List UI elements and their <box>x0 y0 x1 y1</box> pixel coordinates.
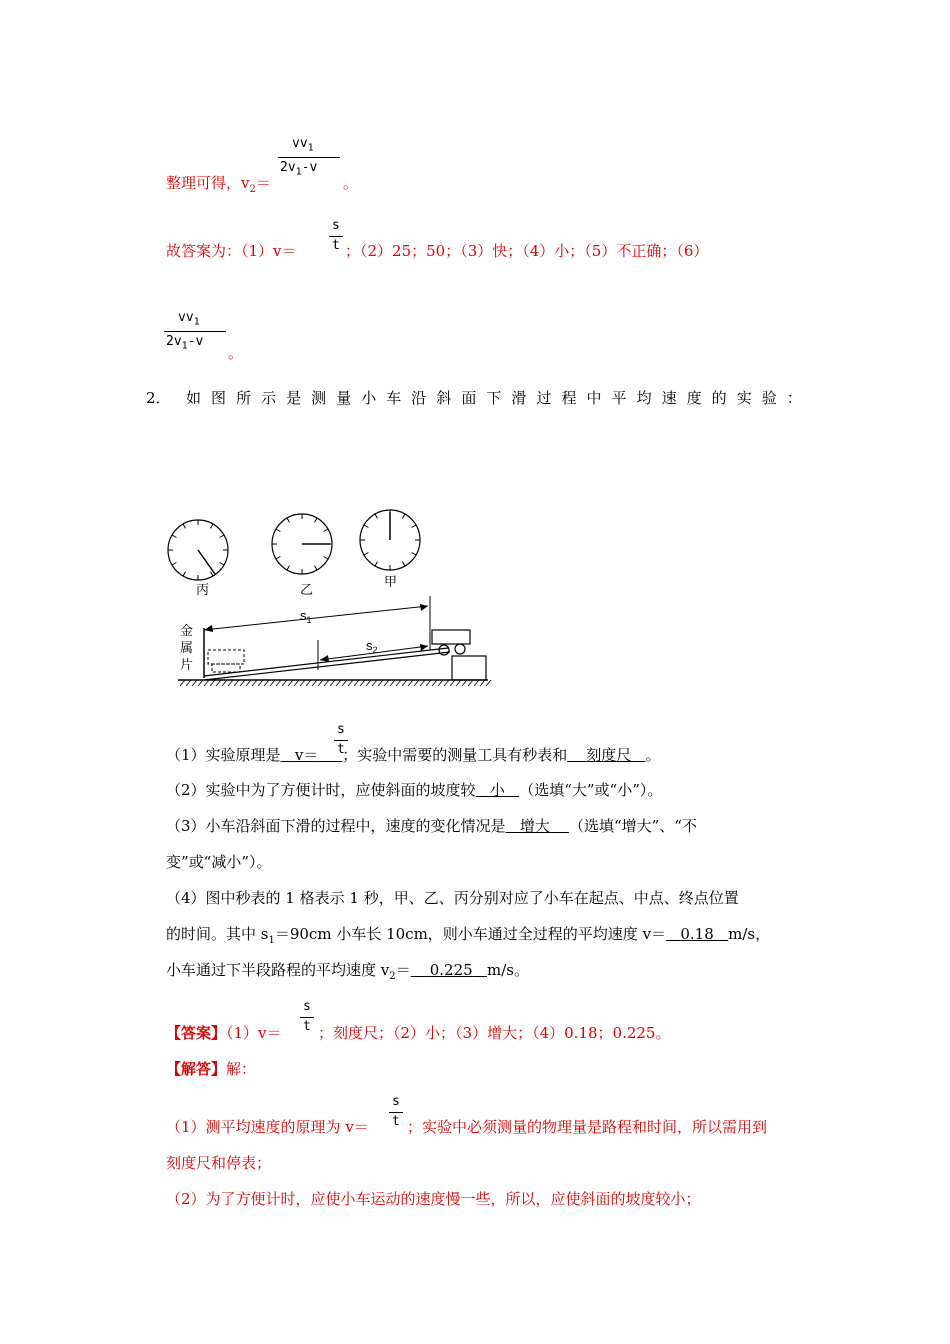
explain-1-rest: ；实验中必须测量的物理量是路程和时间，所以需用到 <box>407 1118 768 1136</box>
solution-heading: 【解答】解： <box>166 1060 257 1078</box>
question-2-char: 速 <box>661 389 677 407</box>
question-2-char: 的 <box>711 389 727 407</box>
question-2-char: 沿 <box>411 389 427 407</box>
fraction-vv1: $vv_1$ $2v_1-v$ <box>278 136 342 188</box>
cart <box>432 630 470 655</box>
fraction-s-t-1: s t <box>329 218 349 258</box>
line-frac-end: 。 <box>228 344 244 362</box>
subq-3-cont: 变”或“减小”）。 <box>166 853 272 871</box>
question-2-char: 示 <box>261 389 277 407</box>
question-2-char: 度 <box>686 389 702 407</box>
label-s2: $s_2$ <box>366 638 378 655</box>
incline-figure <box>160 500 500 700</box>
subq-3: （3）小车沿斜面下滑的过程中，速度的变化情况是 增大 （选填“增大”、“不 <box>166 817 697 835</box>
support-block <box>452 656 486 680</box>
label-jia: 甲 <box>384 574 398 589</box>
explain-1-cont: 刻度尺和停表； <box>166 1154 272 1172</box>
explain-1: （1）测平均速度的原理为 v＝ <box>166 1118 369 1136</box>
label-yi: 乙 <box>300 582 314 597</box>
fraction-vv1-2: $vv_1$ $2v_1-v$ <box>164 310 228 362</box>
label-metal-2: 属 <box>180 640 194 655</box>
hand-bing <box>198 550 215 574</box>
incline-top <box>204 648 448 676</box>
question-2-char: 过 <box>536 389 552 407</box>
subq-4: （4）图中秒表的 1 格表示 1 秒，甲、乙、丙分别对应了小车在起点、中点、终点位置 <box>166 889 739 907</box>
question-2-char: 测 <box>311 389 327 407</box>
question-2-char: ： <box>786 389 802 407</box>
question-2-char: 验 <box>761 389 777 407</box>
question-2-number: 2． <box>146 389 171 407</box>
question-2-char: 滑 <box>511 389 527 407</box>
explain-2: （2）为了方便计时，应使小车运动的速度慢一些，所以，应使斜面的坡度较小； <box>166 1190 701 1208</box>
fraction-s-t-2: s t <box>334 722 354 762</box>
question-2-char: 面 <box>461 389 477 407</box>
question-2-char: 所 <box>236 389 252 407</box>
question-2-char: 小 <box>361 389 377 407</box>
answer-line: 【答案】（1）v＝ <box>166 1024 282 1042</box>
subq-4-cont2: 小车通过下半段路程的平均速度 $v_2=$ 0.225 m/s。 <box>166 961 529 982</box>
question-2-char: 车 <box>386 389 402 407</box>
line-answer-summary-rest: ；（2）25；50；（3）快；（4）小；（5）不正确；（6） <box>345 242 709 260</box>
line-zhengli-end: 。 <box>343 174 359 192</box>
question-2-char: 实 <box>736 389 752 407</box>
cart-dashed <box>208 650 244 672</box>
label-s1: $s_1$ <box>300 608 312 625</box>
label-metal-3: 片 <box>180 657 194 672</box>
question-2-char: 斜 <box>436 389 452 407</box>
question-2-char: 是 <box>286 389 302 407</box>
question-2-char: 中 <box>586 389 602 407</box>
s1-arrow <box>204 606 428 630</box>
line-answer-summary: 故答案为：（1）v＝ <box>166 242 297 260</box>
label-bing: 丙 <box>196 582 210 597</box>
question-2-char: 程 <box>561 389 577 407</box>
subq-2: （2）实验中为了方便计时，应使斜面的坡度较 小 （选填“大”或“小”）。 <box>166 781 663 799</box>
fraction-s-t-3: s t <box>300 999 320 1039</box>
question-2-char: 下 <box>486 389 502 407</box>
answer-line-rest: ；刻度尺；（2）小；（3）增大；（4）0.18；0.225。 <box>318 1024 671 1042</box>
question-2-char: 均 <box>636 389 652 407</box>
question-2-text <box>186 387 802 408</box>
label-metal-1: 金 <box>180 623 194 638</box>
subq-4-cont: 的时间。其中 $s_1=90cm$ 小车长 10cm，则小车通过全过程的平均速度 v＝ 0.18 m/s， <box>166 925 771 946</box>
question-2-char: 量 <box>336 389 352 407</box>
question-2-char: 图 <box>211 389 227 407</box>
question-2-char: 如 <box>186 389 202 407</box>
fraction-s-t-4: s t <box>389 1094 409 1134</box>
subq-1: （1）实验原理是 v＝ ；实验中需要的测量工具有秒表和 刻度尺 。 <box>166 746 661 764</box>
line-zhengli: 整理可得，$v_2=$ <box>166 174 271 195</box>
question-2-char: 平 <box>611 389 627 407</box>
